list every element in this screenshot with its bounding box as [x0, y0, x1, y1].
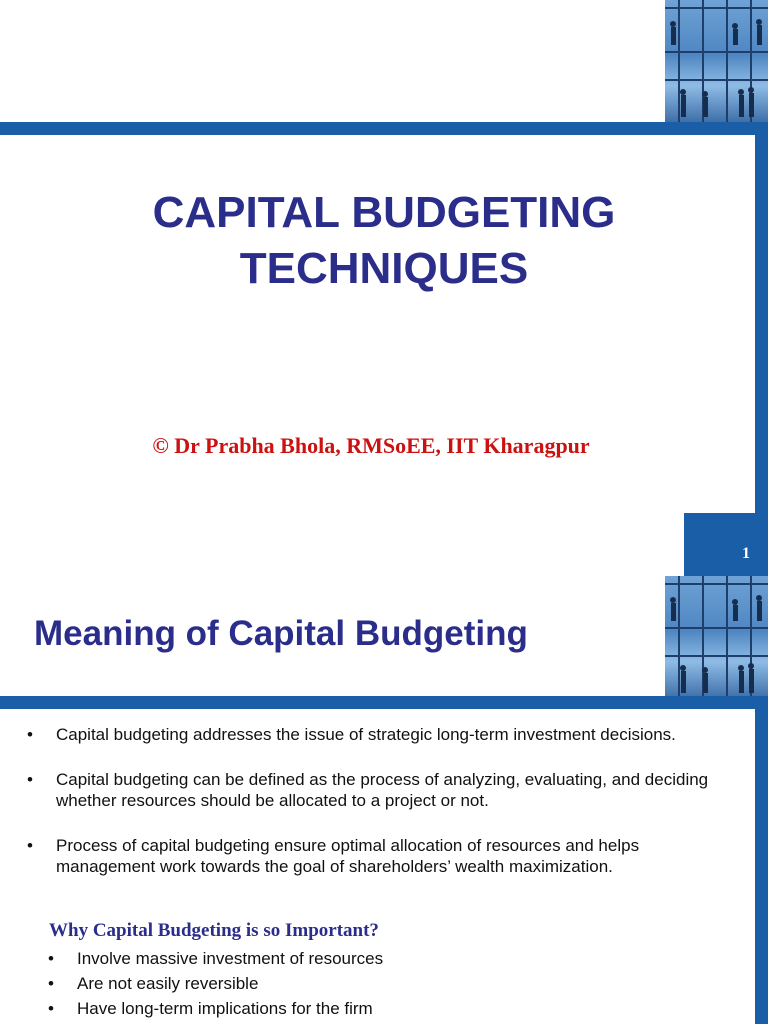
slide-2	[0, 576, 768, 1024]
page-number-box	[684, 513, 768, 576]
office-people-photo-icon	[665, 576, 768, 698]
bullet-text: Have long-term implications for the firm	[77, 999, 373, 1018]
office-people-photo-icon	[665, 0, 768, 122]
bullet-text: Are not easily reversible	[77, 974, 259, 993]
bullet-list	[0, 724, 740, 901]
author-credit: © Dr Prabha Bhola, RMSoEE, IIT Kharagpur	[152, 433, 590, 458]
list-item	[0, 996, 740, 1021]
bullet-icon: •	[48, 999, 54, 1018]
subheading: Why Capital Budgeting is so Important?	[49, 920, 379, 941]
slide-title	[0, 185, 768, 297]
slide-title: Meaning of Capital Budgeting	[34, 614, 528, 653]
list-item	[0, 946, 740, 971]
list-item	[0, 835, 740, 877]
header-rule	[0, 122, 768, 135]
bullet-icon: •	[27, 836, 33, 855]
bullet-icon: •	[27, 725, 33, 744]
bullet-icon: •	[27, 770, 33, 789]
bullet-text: Capital budgeting can be defined as the process of analyzing, evaluating, and deciding whether resources should be allocated to a project or not.	[56, 770, 709, 810]
list-item	[0, 769, 740, 811]
side-rule	[755, 696, 768, 1024]
bullet-text: Involve massive investment of resources	[77, 949, 384, 968]
bullet-text: Capital budgeting addresses the issue of strategic long-term investment decisions.	[56, 725, 676, 744]
page-number: 1	[742, 545, 750, 562]
sub-bullet-list	[0, 946, 740, 1021]
side-rule	[755, 122, 768, 522]
bullet-icon: •	[48, 974, 54, 993]
bullet-text: Process of capital budgeting ensure optimal allocation of resources and helps management work towards the goal of shareholders’ wealth maximization.	[56, 836, 640, 876]
bullet-icon: •	[48, 949, 54, 968]
list-item	[0, 971, 740, 996]
header-rule	[0, 696, 768, 709]
title-line-1: CAPITAL BUDGETING	[152, 188, 616, 237]
list-item	[0, 724, 740, 745]
title-line-2: TECHNIQUES	[239, 244, 529, 293]
